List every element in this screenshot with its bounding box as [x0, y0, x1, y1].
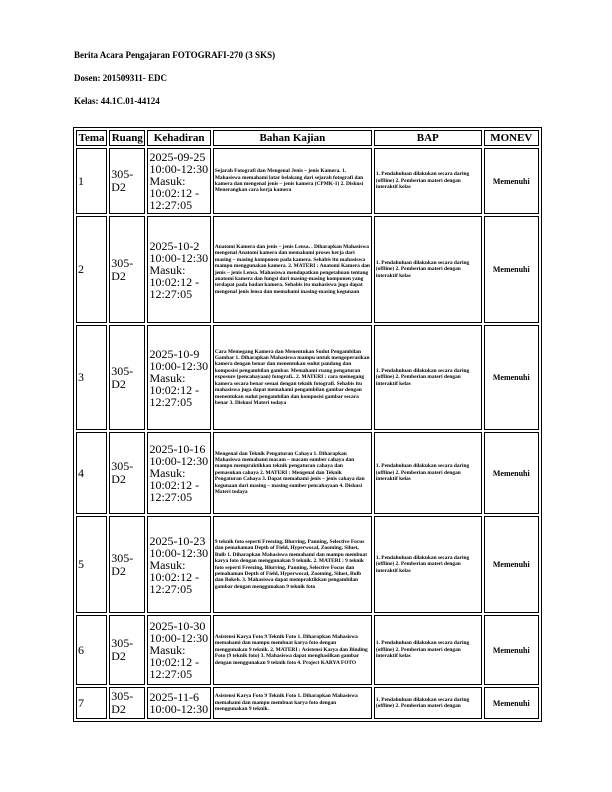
table-row [76, 615, 539, 685]
kehadiran-start: 10:02:12 - [149, 382, 200, 397]
kehadiran-end: 12:27:05 [149, 490, 193, 504]
bap-cell: 1. Pendahuluan dilakukan secara daring (offline) 2. Pemberian materi dengan interaktif kelas [374, 615, 482, 685]
kehadiran-end: 12:27:05 [149, 394, 193, 409]
kehadiran-time: 10:00-12:30 [149, 545, 209, 560]
kehadiran-cell [147, 216, 210, 323]
column-header-monev: MONEV [484, 130, 539, 146]
kehadiran-cell [147, 148, 210, 214]
kehadiran-start: 10:02:12 - [149, 186, 200, 200]
kehadiran-date: 2025-10-30 [149, 619, 206, 633]
lecture-report-table [73, 127, 542, 722]
lecturer-line: Dosen: 201509311- EDC [74, 73, 168, 83]
kehadiran-end: 12:27:05 [149, 667, 193, 681]
kehadiran-label: Masuk: [149, 466, 186, 480]
monev-cell: Memenuhi [484, 516, 539, 613]
kehadiran-start: 10:02:12 - [149, 655, 200, 669]
kehadiran-time: 10:00-12:30 [149, 250, 209, 265]
class-line: Kelas: 44.1C.01-44124 [74, 96, 160, 106]
ruang-cell: 305-D2 [109, 432, 145, 514]
kehadiran-time: 10:00-12:30 [149, 702, 209, 716]
ruang-cell: 305-D2 [109, 516, 145, 613]
ruang-cell: 305-D2 [109, 325, 145, 430]
table-row [76, 148, 539, 214]
kehadiran-cell [147, 325, 210, 430]
ruang-cell: 305-D2 [109, 216, 145, 323]
tema-cell: 1 [76, 148, 107, 214]
bap-cell: 1. Pendahuluan dilakukan secara daring (offline) 2. Pemberian materi dengan interaktif kelas [374, 148, 482, 214]
kehadiran-date: 2025-09-25 [149, 150, 206, 164]
kehadiran-cell [147, 516, 210, 613]
bahan-kajian-cell: Sejarah Fotografi dan Mengenal Jenis – jenis Kamera. 1. Mahasiswa memahami latar belakang dari sejarah fotografi dan kamera dan mengenal jenis – jenis kamera (CPMK-1) 2. Diskusi Menerangkan cara kerja kamera [213, 148, 372, 214]
tema-cell: 2 [76, 216, 107, 323]
kehadiran-date: 2025-11-6 [149, 690, 199, 704]
ruang-cell: 305-D2 [109, 615, 145, 685]
kehadiran-time: 10:00-12:30 [149, 162, 209, 176]
kehadiran-end: 12:27:05 [149, 581, 193, 596]
bahan-kajian-cell: Cara Memegang Kamera dan Menentukan Sudut Pengambilan Gambar 1. Diharapkan Mahasiswa mampu untuk mengoperasikan kamera dengan benar dan menentukan sudut pandang dan komposisi pengambilan gambar. Memahami ruang pengaturan exposure (pencahayaan) fotografi.. 2. MATERI : cara memegang kamera secara benar sesuai dengan teknik fotografi. Sehabis itu mahasiswa juga dapat memahami pengambilan gambar dengan menentukan sudut pengambilan dan komposisi gambar secara benar 3. Diskusi Materi todaya [213, 325, 372, 430]
table-row [76, 687, 539, 719]
table-row [76, 325, 539, 430]
table-row [76, 432, 539, 514]
table-header-row [76, 130, 539, 146]
kehadiran-date: 2025-10-9 [149, 346, 200, 361]
kehadiran-time: 10:00-12:30 [149, 631, 209, 645]
kehadiran-cell [147, 615, 210, 685]
column-header-bahan-kajian: Bahan Kajian [213, 130, 372, 146]
kehadiran-cell [147, 687, 210, 719]
bahan-kajian-cell: Asistensi Karya Foto 9 Teknik Foto 1. Diharapkan Mahasiswa memahami dan mampu membuat karya foto dengan menggunakan 9 teknik. 2. MATERI : Asistensi Karya dan Binding Foto (9 teknik foto) 3. Mahasiswa dapat menghasilkan gambar dengan menggunakan 9 teknik foto 4. Project KARYA FOTO [213, 615, 372, 685]
document-header [74, 50, 275, 119]
kehadiran-date: 2025-10-16 [149, 442, 206, 456]
kehadiran-label: Masuk: [149, 557, 186, 572]
bap-cell: 1. Pendahuluan dilakukan secara daring (offline) 2. Pemberian materi dengan interaktif kelas [374, 325, 482, 430]
table-row [76, 516, 539, 613]
kehadiran-date: 2025-10-2 [149, 238, 200, 253]
kehadiran-end: 12:27:05 [149, 198, 193, 212]
monev-cell: Memenuhi [484, 325, 539, 430]
tema-cell: 5 [76, 516, 107, 613]
kehadiran-cell [147, 432, 210, 514]
column-header-kehadiran: Kehadiran [147, 130, 210, 146]
monev-cell: Memenuhi [484, 615, 539, 685]
bahan-kajian-cell: 9 teknik foto seperti Freezing, Blurring, Panning, Selective Focus dan pemahaman Depth of Field, Hyperwocal, Zooming, Siluet, Bulb 1. Diharapkan Mahasiswa memahami dan mampu membuat karya foto dengan menggunakan 9 teknik. 2. MATERI : 9 teknik foto seperti Freezing, Blurring, Panning, Selective Focus dan pemahaman Depth of Field, Hyperwocal, Zooming, Siluet, Bulb dan Bokeh. 3. Mahasiswa dapat mempraktikkan pengambilan gambar dengan menggunakan 9 teknik foto [213, 516, 372, 613]
monev-cell: Memenuhi [484, 216, 539, 323]
kehadiran-label: Masuk: [149, 262, 186, 277]
tema-cell: 7 [76, 687, 107, 719]
table-row [76, 216, 539, 323]
column-header-bap: BAP [374, 130, 482, 146]
bahan-kajian-cell: Mengenal dan Teknik Pengaturan Cahaya 1. Diharapkan Mahasiswa memahami macam – macam sumber cahaya dan mampu mempraktikkan teknik pengaturan cahaya dan pemasukan cahaya 2. MATERI : Mengenal dan Teknik Pengaturan Cahaya 3. Dapat memahami jenis – jenis cahaya dan kegunaan dari masing – masing sumber pencahayaan 4. Diskusi Materi todaya [213, 432, 372, 514]
kehadiran-label: Masuk: [149, 370, 186, 385]
kehadiran-date: 2025-10-23 [149, 533, 206, 548]
ruang-cell: 305-D2 [109, 148, 145, 214]
kehadiran-label: Masuk: [149, 174, 186, 188]
bahan-kajian-cell: Asistensi Karya Foto 9 Teknik Foto 1. Diharapkan Mahasiswa memahami dan mampu membuat karya foto dengan menggunakan 9 teknik. [213, 687, 372, 719]
document-title: Berita Acara Pengajaran FOTOGRAFI-270 (3 SKS) [74, 50, 276, 60]
kehadiran-start: 10:02:12 - [149, 569, 200, 584]
bap-cell: 1. Pendahuluan dilakukan secara daring (offline) 2. Pemberian materi dengan interaktif kelas [374, 516, 482, 613]
ruang-cell: 305-D2 [109, 687, 145, 719]
column-header-tema: Tema [76, 130, 107, 146]
bap-cell: 1. Pendahuluan dilakukan secara daring (offline) 2. Pemberian materi dengan interaktif kelas [374, 216, 482, 323]
column-header-ruang: Ruang [109, 130, 145, 146]
monev-cell: Memenuhi [484, 432, 539, 514]
monev-cell: Memenuhi [484, 687, 539, 719]
kehadiran-time: 10:00-12:30 [149, 358, 209, 373]
kehadiran-label: Masuk: [149, 643, 186, 657]
tema-cell: 3 [76, 325, 107, 430]
tema-cell: 6 [76, 615, 107, 685]
bap-cell: 1. Pendahuluan dilakukan secara daring (offline) 2. Pemberian materi dengan interaktif kelas [374, 432, 482, 514]
monev-cell: Memenuhi [484, 148, 539, 214]
kehadiran-start: 10:02:12 - [149, 274, 200, 289]
kehadiran-time: 10:00-12:30 [149, 454, 209, 468]
bap-cell: 1. Pendahuluan dilakukan secara daring (offline) 2. Pemberian materi dengan [374, 687, 482, 719]
kehadiran-end: 12:27:05 [149, 286, 193, 301]
bahan-kajian-cell: Anatomi Kamera dan jenis – jenis Lensa. . Diharapkan Mahasiswa mengenal Anatomi kamera dan memahami proses kerja dari masing – masing komponen pada kamera. Sehabis itu mahasiswa mampu menggunakan kamera. 2. MATERI : Anatomi Kamera dan jenis – jenis Lensa. Mahasiswa mendapatkan pengetahuan tentang anatomi kamera dan fungsi dari masing-masing komponen yang terdapat pada badan kamera. Sehabis itu mahasiswa juga dapat mengenal jenis lensa dan memahami masing-masing kegunaan [213, 216, 372, 323]
tema-cell: 4 [76, 432, 107, 514]
kehadiran-start: 10:02:12 - [149, 478, 200, 492]
